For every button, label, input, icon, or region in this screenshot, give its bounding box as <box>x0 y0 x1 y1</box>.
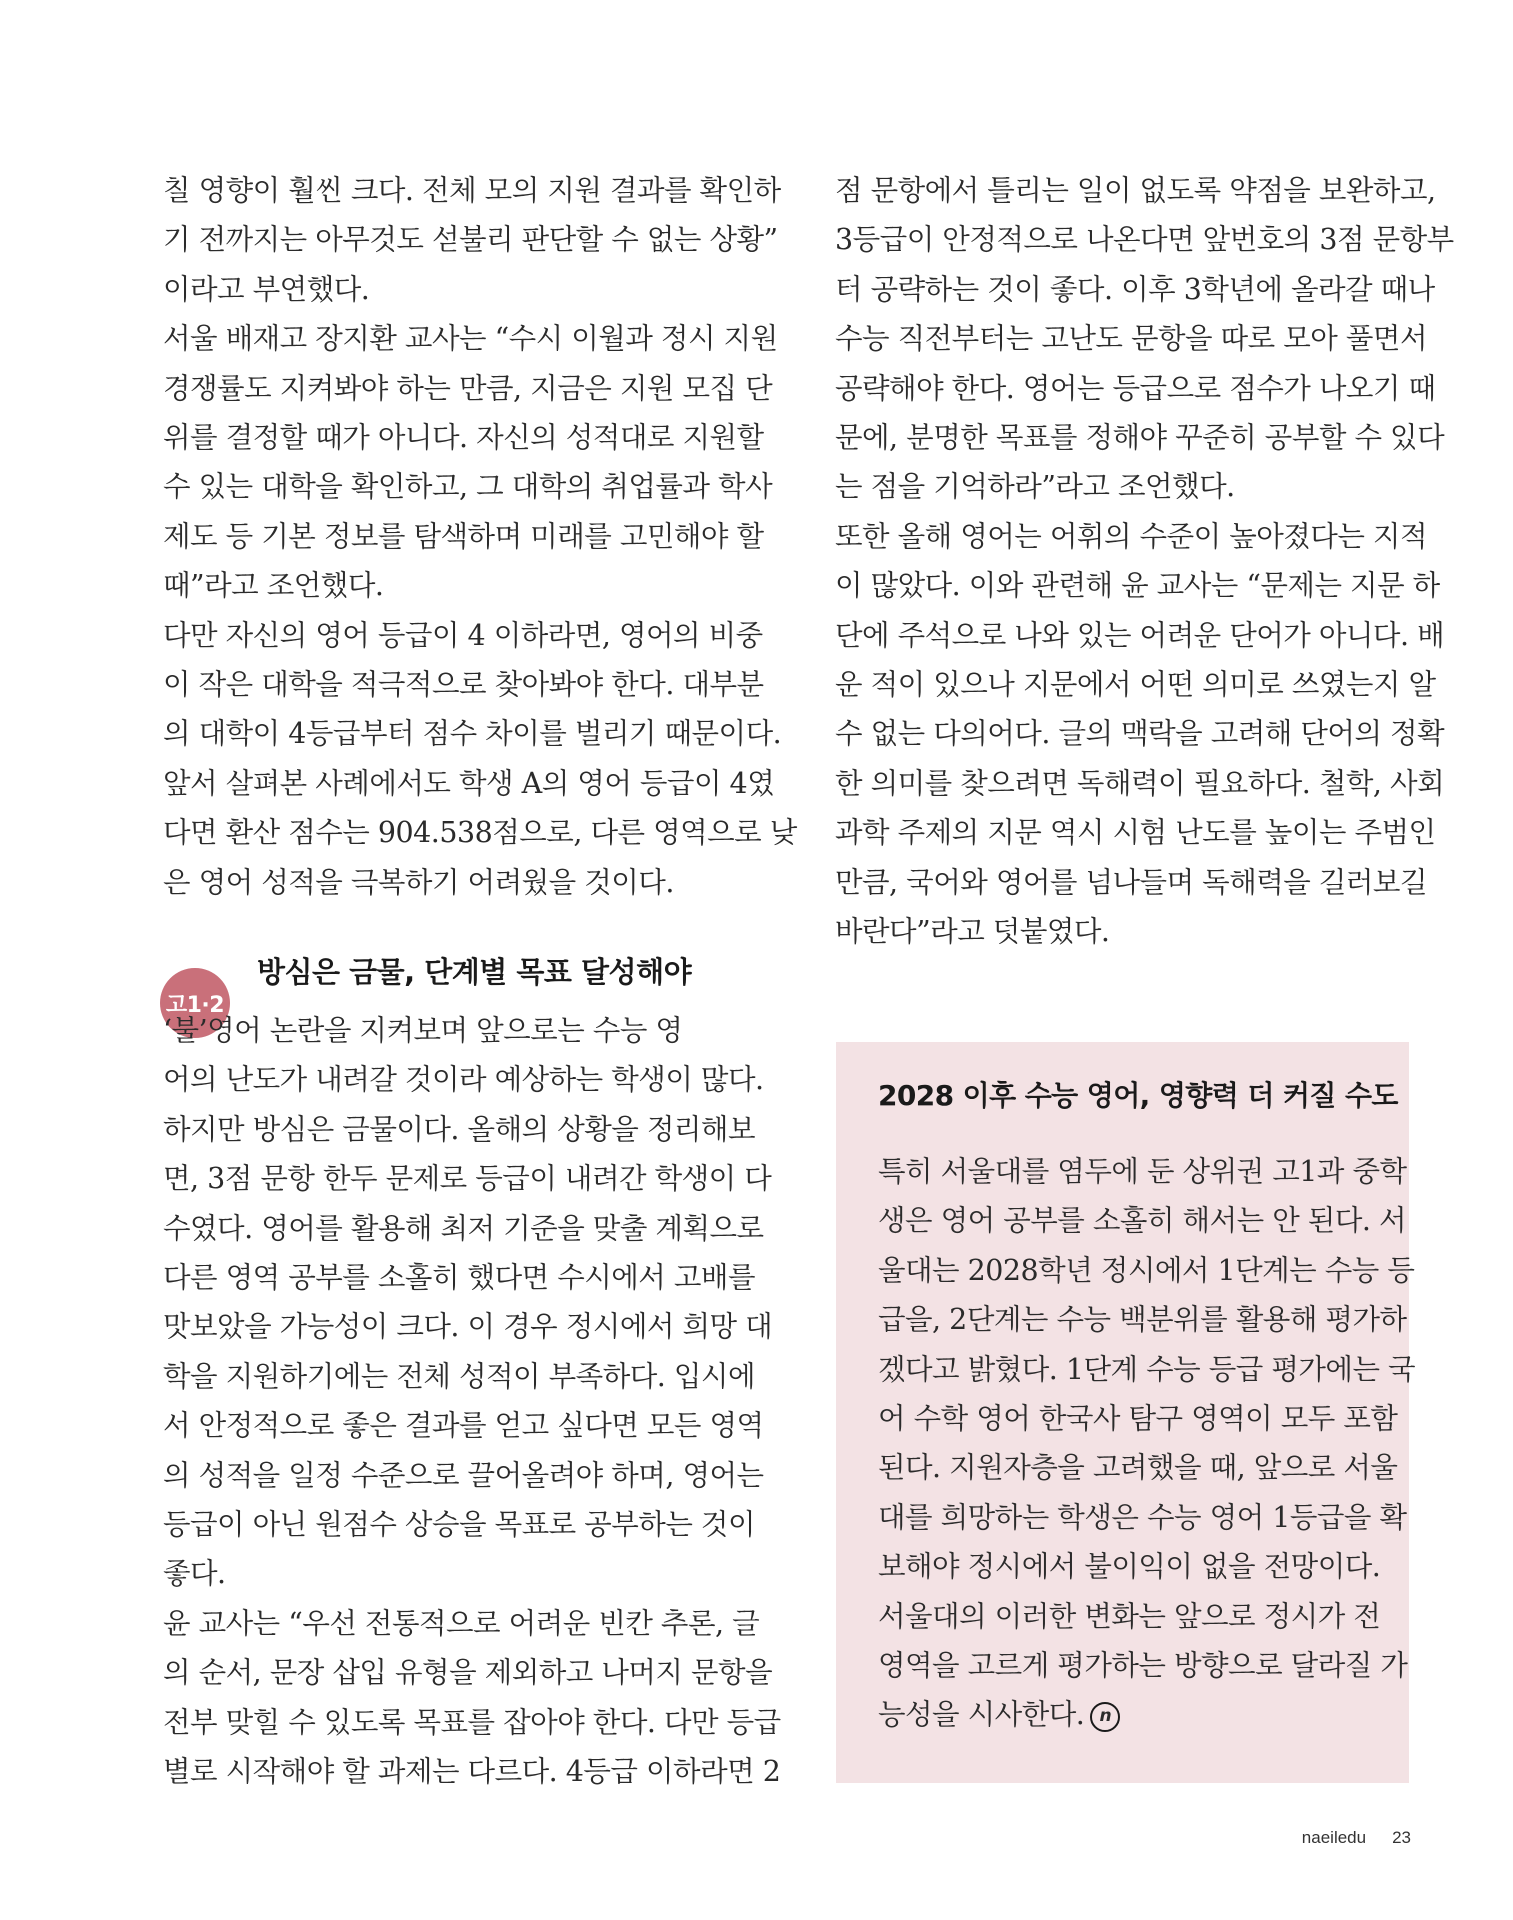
article-end-mark-icon: n <box>1090 1702 1120 1732</box>
sidebar-text-line: 대를 희망하는 학생은 수능 영어 1등급을 확 <box>878 1500 1407 1534</box>
body-text-line: 제도 등 기본 정보를 탐색하며 미래를 고민해야 할 <box>163 519 764 553</box>
right-column-body <box>835 166 1454 957</box>
body-text-line: 맛보았을 가능성이 크다. 이 경우 정시에서 희망 대 <box>163 1310 773 1344</box>
body-text-line: 좋다. <box>163 1557 226 1591</box>
body-text-line: 학을 지원하기에는 전체 성적이 부족하다. 입시에 <box>163 1359 755 1393</box>
body-text-line: 수 없는 다의어다. 글의 맥락을 고려해 단어의 정확 <box>835 717 1445 751</box>
sidebar-text-line: 특히 서울대를 염두에 둔 상위권 고1과 중학 <box>878 1155 1407 1188</box>
body-text-line: 경쟁률도 지켜봐야 하는 만큼, 지금은 지원 모집 단 <box>163 371 773 405</box>
sidebar-box-title: 2028 이후 수능 영어, 영향력 더 커질 수도 <box>878 1079 1398 1112</box>
body-text-line: 의 성적을 일정 수준으로 끌어올려야 하며, 영어는 <box>163 1458 764 1492</box>
sidebar-text-line: 된다. 지원자층을 고려했을 때, 앞으로 서울 <box>878 1451 1398 1485</box>
sidebar-text-line: 어 수학 영어 한국사 탐구 영역이 모두 포함 <box>878 1402 1398 1436</box>
page-footer <box>1276 1828 1411 1848</box>
section-badge: 고1·2 <box>160 968 230 1038</box>
body-text-line: 점 문항에서 틀리는 일이 없도록 약점을 보완하고, <box>835 174 1436 207</box>
body-text-line: 3등급이 안정적으로 나온다면 앞번호의 3점 문항부 <box>835 223 1454 257</box>
sidebar-text-line: 울대는 2028학년 정시에서 1단계는 수능 등 <box>878 1253 1415 1287</box>
body-text-line: 의 순서, 문장 삽입 유형을 제외하고 나머지 문항을 <box>163 1656 773 1690</box>
sidebar-box <box>836 1042 1416 1783</box>
sidebar-text-line: 겠다고 밝혔다. 1단계 수능 등급 평가에는 국 <box>878 1352 1416 1386</box>
page-number: 23 <box>1392 1828 1411 1847</box>
body-text-line: 때”라고 조언했다. <box>163 569 384 603</box>
body-text-line: 다면 환산 점수는 904.538점으로, 다른 영역으로 낮 <box>163 816 797 850</box>
body-text-line: ‘불’영어 논란을 지켜보며 앞으로는 수능 영 <box>163 1014 683 1047</box>
body-text-line: 는 점을 기억하라”라고 조언했다. <box>835 470 1235 504</box>
body-text-line: 서 안정적으로 좋은 결과를 얻고 싶다면 모든 영역 <box>163 1409 764 1443</box>
body-text-line: 이라고 부연했다. <box>163 272 370 306</box>
body-text-line: 다만 자신의 영어 등급이 4 이하라면, 영어의 비중 <box>163 618 763 652</box>
body-text-line: 과학 주제의 지문 역시 시험 난도를 높이는 주범인 <box>835 816 1436 850</box>
body-text-line: 이 작은 대학을 적극적으로 찾아봐야 한다. 대부분 <box>163 668 764 702</box>
body-text-line: 운 적이 있으나 지문에서 어떤 의미로 쓰였는지 알 <box>835 668 1436 702</box>
body-text-line: 서울 배재고 장지환 교사는 “수시 이월과 정시 지원 <box>163 322 778 356</box>
publication-name: naeiledu <box>1301 1828 1367 1847</box>
body-text-line: 공략해야 한다. 영어는 등급으로 점수가 나오기 때 <box>835 371 1436 405</box>
body-text-line: 또한 올해 영어는 어휘의 수준이 높아졌다는 지적 <box>835 519 1427 553</box>
body-text-line: 수능 직전부터는 고난도 문항을 따로 모아 풀면서 <box>835 322 1427 356</box>
sidebar-text-line <box>878 1690 1415 1739</box>
body-text-line: 문에, 분명한 목표를 정해야 꾸준히 공부할 수 있다 <box>835 421 1445 455</box>
left-column-section-body <box>163 1006 781 1797</box>
body-text-line: 바란다”라고 덧붙였다. <box>835 915 1110 949</box>
body-text-line: 만큼, 국어와 영어를 넘나들며 독해력을 길러보길 <box>835 865 1427 899</box>
body-text-line: 은 영어 성적을 극복하기 어려웠을 것이다. <box>163 865 674 899</box>
left-column-body <box>163 166 797 907</box>
body-text-line: 수 있는 대학을 확인하고, 그 대학의 취업률과 학사 <box>163 470 773 504</box>
body-text-line: 전부 맞힐 수 있도록 목표를 잡아야 한다. 다만 등급 <box>163 1705 781 1739</box>
body-text-line: 기 전까지는 아무것도 섣불리 판단할 수 없는 상황” <box>163 223 778 257</box>
body-text-line: 위를 결정할 때가 아니다. 자신의 성적대로 지원할 <box>163 421 764 455</box>
body-text-line: 별로 시작해야 할 과제는 다르다. 4등급 이하라면 2 <box>163 1755 781 1789</box>
body-text-line: 터 공략하는 것이 좋다. 이후 3학년에 올라갈 때나 <box>835 272 1435 306</box>
body-text-line: 의 대학이 4등급부터 점수 차이를 벌리기 때문이다. <box>163 717 782 751</box>
body-text-line: 수였다. 영어를 활용해 최저 기준을 맞출 계획으로 <box>163 1211 764 1245</box>
sidebar-box-body <box>878 1147 1415 1740</box>
body-text-line: 단에 주석으로 나와 있는 어려운 단어가 아니다. 배 <box>835 618 1445 652</box>
body-text-line: 앞서 살펴본 사례에서도 학생 A의 영어 등급이 4였 <box>163 766 775 800</box>
body-text-line: 한 의미를 찾으려면 독해력이 필요하다. 철학, 사회 <box>835 766 1445 800</box>
body-text-line: 면, 3점 문항 한두 문제로 등급이 내려간 학생이 다 <box>163 1162 772 1196</box>
body-text-line: 어의 난도가 내려갈 것이라 예상하는 학생이 많다. <box>163 1063 764 1097</box>
body-text-line: 하지만 방심은 금물이다. 올해의 상황을 정리해보 <box>163 1112 755 1146</box>
body-text-line: 이 많았다. 이와 관련해 윤 교사는 “문제는 지문 하 <box>835 569 1440 603</box>
body-text-line: 다른 영역 공부를 소홀히 했다면 수시에서 고배를 <box>163 1261 755 1295</box>
sidebar-text-line: 서울대의 이러한 변화는 앞으로 정시가 전 <box>878 1599 1381 1633</box>
body-text-line: 윤 교사는 “우선 전통적으로 어려운 빈칸 추론, 글 <box>163 1606 760 1640</box>
body-text-line: 등급이 아닌 원점수 상승을 목표로 공부하는 것이 <box>163 1508 755 1542</box>
sidebar-text-line: 생은 영어 공부를 소홀히 해서는 안 된다. 서 <box>878 1204 1407 1238</box>
body-text-line: 칠 영향이 훨씬 크다. 전체 모의 지원 결과를 확인하 <box>163 174 781 207</box>
section-heading: 방심은 금물, 단계별 목표 달성해야 <box>257 955 692 989</box>
sidebar-text-line: 영역을 고르게 평가하는 방향으로 달라질 가 <box>878 1649 1408 1683</box>
sidebar-text-line: 보해야 정시에서 불이익이 없을 전망이다. <box>878 1550 1381 1584</box>
sidebar-last-line-text: 능성을 시사한다. <box>878 1698 1085 1732</box>
sidebar-text-line: 급을, 2단계는 수능 백분위를 활용해 평가하 <box>878 1303 1407 1337</box>
